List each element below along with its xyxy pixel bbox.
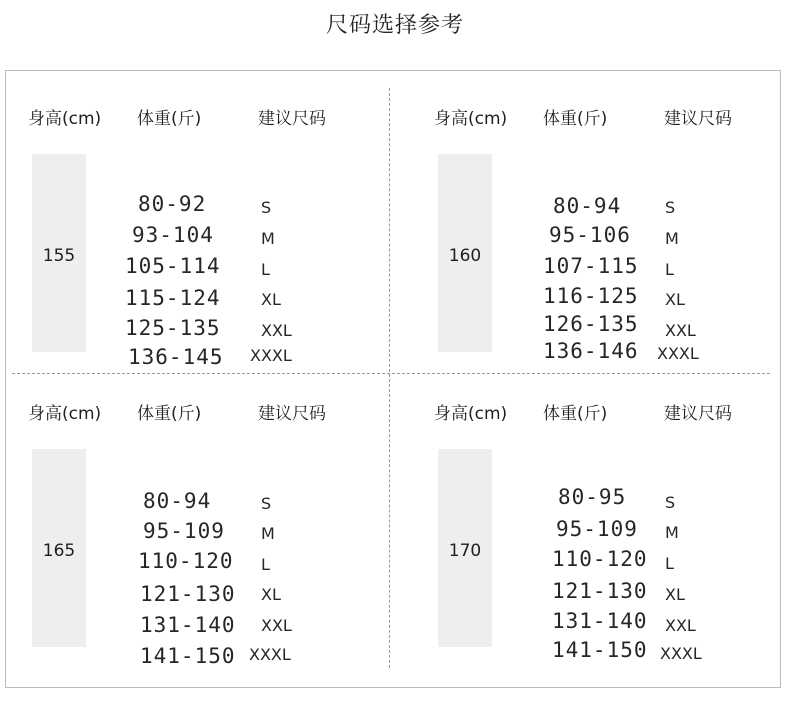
size-label: XL bbox=[665, 290, 685, 309]
size-panel-170 bbox=[406, 367, 786, 662]
size-label: XXL bbox=[261, 321, 292, 340]
size-label: XXL bbox=[665, 321, 696, 340]
size-label: L bbox=[665, 554, 674, 573]
weight-range: 80-95 bbox=[558, 485, 627, 509]
weight-range: 80-94 bbox=[553, 194, 622, 218]
weight-range: 115-124 bbox=[125, 286, 221, 310]
size-label: XL bbox=[261, 585, 281, 604]
size-label: S bbox=[665, 198, 676, 217]
weight-range: 136-146 bbox=[543, 339, 639, 363]
weight-range: 105-114 bbox=[125, 254, 221, 278]
size-label: XXXL bbox=[249, 645, 291, 664]
size-label: M bbox=[261, 524, 275, 543]
weight-range: 121-130 bbox=[140, 582, 236, 606]
weight-range: 131-140 bbox=[552, 609, 648, 633]
height-value: 165 bbox=[42, 541, 76, 561]
height-value: 170 bbox=[448, 541, 482, 561]
size-label: XXXL bbox=[660, 644, 702, 663]
size-label: XXXL bbox=[250, 346, 292, 365]
vertical-divider bbox=[389, 88, 390, 668]
weight-range: 80-94 bbox=[143, 489, 212, 513]
weight-range: 95-109 bbox=[556, 517, 638, 541]
weight-header: 体重(斤) bbox=[137, 109, 202, 129]
size-label: M bbox=[261, 229, 275, 248]
weight-range: 126-135 bbox=[543, 312, 639, 336]
size-label: S bbox=[261, 198, 272, 217]
height-value: 160 bbox=[448, 246, 482, 266]
size-label: XXL bbox=[665, 616, 696, 635]
height-header: 身高(cm) bbox=[434, 404, 508, 424]
size-label: L bbox=[665, 260, 674, 279]
weight-range: 116-125 bbox=[543, 284, 639, 308]
weight-header: 体重(斤) bbox=[137, 404, 202, 424]
page-title: 尺码选择参考 bbox=[325, 13, 464, 38]
size-label: M bbox=[665, 523, 679, 542]
size-label: L bbox=[261, 555, 270, 574]
weight-range: 110-120 bbox=[552, 547, 648, 571]
size-label: M bbox=[665, 229, 679, 248]
size-header: 建议尺码 bbox=[664, 109, 732, 129]
height-value: 155 bbox=[42, 246, 76, 266]
size-label: XXL bbox=[261, 616, 292, 635]
weight-range: 131-140 bbox=[140, 613, 236, 637]
size-header: 建议尺码 bbox=[258, 109, 326, 129]
size-header: 建议尺码 bbox=[258, 404, 326, 424]
height-header: 身高(cm) bbox=[28, 404, 102, 424]
height-header: 身高(cm) bbox=[434, 109, 508, 129]
weight-range: 93-104 bbox=[132, 223, 214, 247]
size-label: L bbox=[261, 260, 270, 279]
weight-range: 110-120 bbox=[138, 549, 234, 573]
weight-header: 体重(斤) bbox=[543, 109, 608, 129]
size-label: S bbox=[665, 493, 676, 512]
weight-range: 95-106 bbox=[549, 223, 631, 247]
weight-range: 95-109 bbox=[143, 519, 225, 543]
size-panel-155 bbox=[0, 72, 380, 367]
weight-header: 体重(斤) bbox=[543, 404, 608, 424]
size-label: XL bbox=[261, 290, 281, 309]
height-header: 身高(cm) bbox=[28, 109, 102, 129]
weight-range: 136-145 bbox=[128, 345, 224, 369]
size-panel-165 bbox=[0, 367, 380, 668]
weight-range: 141-150 bbox=[552, 638, 648, 662]
size-header: 建议尺码 bbox=[664, 404, 732, 424]
weight-range: 121-130 bbox=[552, 579, 648, 603]
weight-range: 141-150 bbox=[140, 644, 236, 668]
size-label: S bbox=[261, 494, 272, 513]
weight-range: 107-115 bbox=[543, 254, 639, 278]
size-label: XXXL bbox=[657, 344, 699, 363]
size-panel-160 bbox=[406, 72, 786, 367]
size-label: XL bbox=[665, 585, 685, 604]
weight-range: 80-92 bbox=[138, 192, 207, 216]
weight-range: 125-135 bbox=[125, 316, 221, 340]
